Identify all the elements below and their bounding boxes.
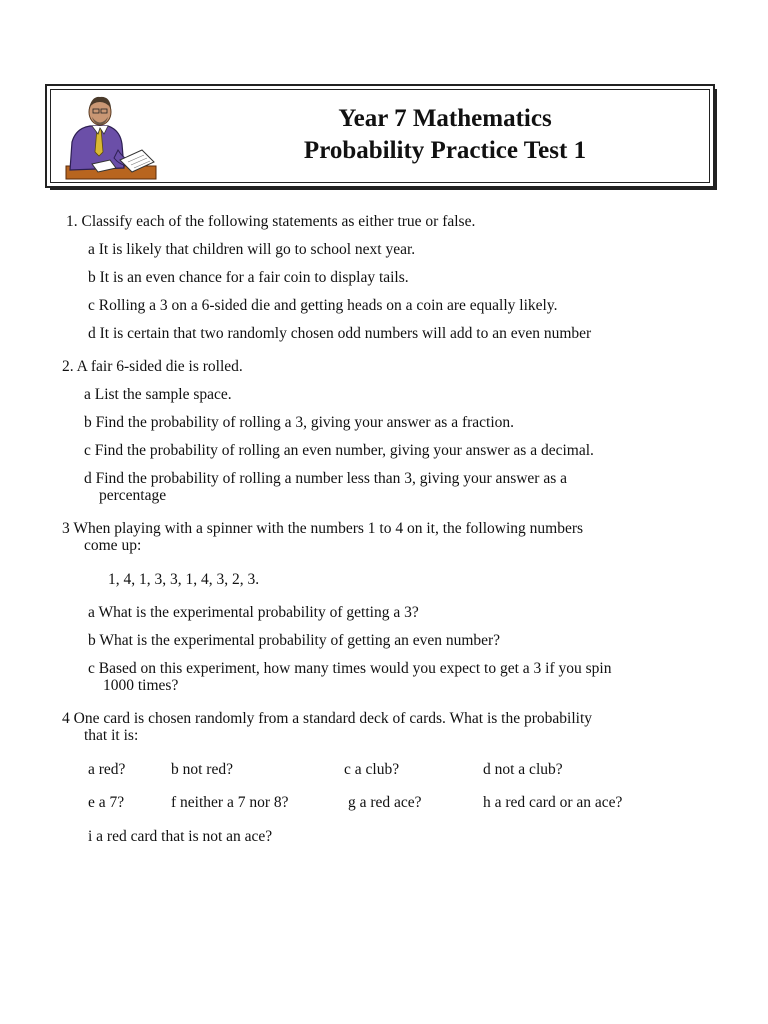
- page-title: [240, 103, 650, 167]
- q4-stem-line1: 4 One card is chosen randomly from a standard deck of cards. What is the probability: [62, 710, 592, 727]
- q4-i: i a red card that is not an ace?: [88, 828, 273, 845]
- q1-d: d It is certain that two randomly chosen odd numbers will add to an even number: [88, 325, 592, 342]
- q4-a: a red?: [88, 761, 126, 778]
- title-line-1: Year 7 Mathematics: [338, 105, 552, 132]
- q4-c: c a club?: [344, 761, 400, 778]
- q2-d-line1: d Find the probability of rolling a number less than 3, giving your answer as a: [84, 470, 567, 487]
- teacher-illustration: [62, 90, 158, 184]
- q4-h: h a red card or an ace?: [483, 794, 623, 811]
- q2-stem: 2. A fair 6-sided die is rolled.: [62, 358, 243, 375]
- q4-g: g a red ace?: [348, 794, 422, 811]
- q4-d: d not a club?: [483, 761, 563, 778]
- q3-c-line2: 1000 times?: [103, 677, 179, 694]
- q3-stem-line2: come up:: [84, 537, 142, 554]
- q3-numbers: 1, 4, 1, 3, 3, 1, 4, 3, 2, 3.: [108, 571, 260, 588]
- q3-c-line1: c Based on this experiment, how many times would you expect to get a 3 if you spin: [88, 660, 612, 677]
- q4-b: b not red?: [171, 761, 233, 778]
- q3-a: a What is the experimental probability of getting a 3?: [88, 604, 419, 621]
- q3-b: b What is the experimental probability of getting an even number?: [88, 632, 501, 649]
- q1-b: b It is an even chance for a fair coin to display tails.: [88, 269, 409, 286]
- q2-d-line2: percentage: [99, 487, 167, 504]
- q2-b: b Find the probability of rolling a 3, giving your answer as a fraction.: [84, 414, 515, 431]
- title-line-2: Probability Practice Test 1: [303, 137, 587, 164]
- q2-a: a List the sample space.: [84, 386, 232, 403]
- q4-e: e a 7?: [88, 794, 125, 811]
- q4-stem-line2: that it is:: [84, 727, 139, 744]
- q1-c: c Rolling a 3 on a 6-sided die and getting heads on a coin are equally likely.: [88, 297, 558, 314]
- q4-f: f neither a 7 nor 8?: [171, 794, 289, 811]
- q1-stem: 1. Classify each of the following statements as either true or false.: [66, 213, 476, 230]
- q2-c: c Find the probability of rolling an even number, giving your answer as a decimal.: [84, 442, 594, 459]
- q1-a: a It is likely that children will go to school next year.: [88, 241, 416, 258]
- q3-stem-line1: 3 When playing with a spinner with the numbers 1 to 4 on it, the following numbers: [62, 520, 584, 537]
